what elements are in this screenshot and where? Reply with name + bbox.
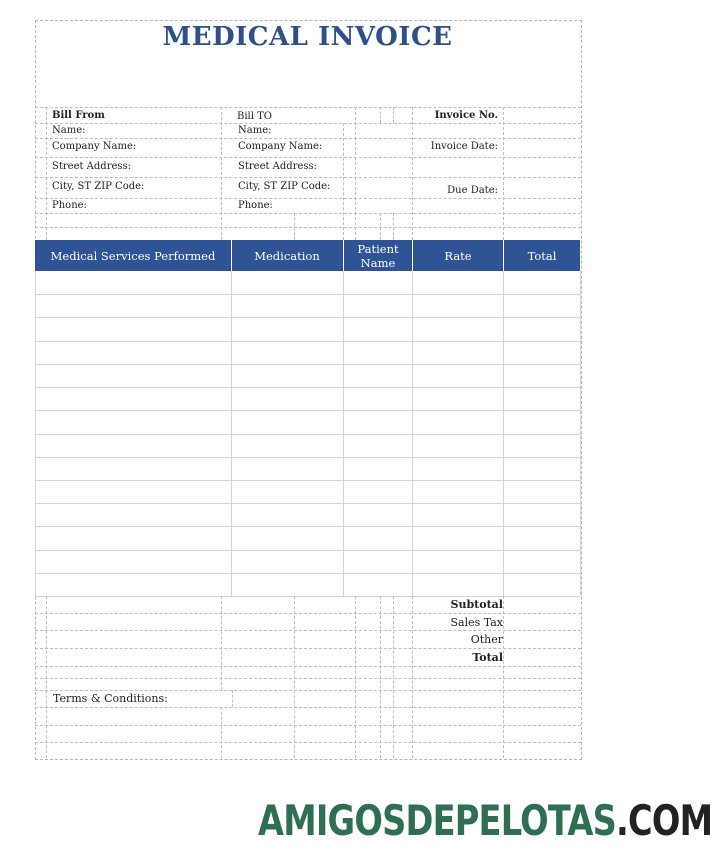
bill-from-heading: Bill From <box>52 110 105 121</box>
table-row[interactable] <box>35 410 580 433</box>
col-header-patient-name: Patient Name <box>357 241 399 270</box>
header-divider <box>412 240 413 271</box>
bill-from-phone-label: Phone: <box>52 200 87 211</box>
invoice-title: MEDICAL INVOICE <box>162 22 453 52</box>
column-divider <box>343 271 344 596</box>
row-divider <box>35 596 580 597</box>
bill-to-heading: Bill TO <box>237 111 272 122</box>
col-header-services: Medical Services Performed <box>50 248 216 263</box>
column-divider <box>412 271 413 596</box>
table-row[interactable] <box>35 457 580 480</box>
table-row[interactable] <box>35 526 580 549</box>
bill-to-city-label: City, ST ZIP Code: <box>238 181 331 192</box>
bill-to-name-label: Name: <box>238 125 272 136</box>
due-date-label: Due Date: <box>447 185 498 196</box>
watermark-brand: AMIGOSDEPELOTAS <box>258 796 616 845</box>
table-row[interactable] <box>35 550 580 573</box>
site-watermark <box>258 796 712 845</box>
column-divider <box>580 271 581 596</box>
subtotal-label: Subtotal <box>450 598 503 611</box>
bill-from-company-label: Company Name: <box>52 141 137 152</box>
table-row[interactable] <box>35 294 580 317</box>
column-divider <box>35 271 36 596</box>
watermark-tld: .COM <box>616 796 712 845</box>
header-divider <box>343 240 344 271</box>
col-header-rate: Rate <box>444 248 472 263</box>
table-row[interactable] <box>35 364 580 387</box>
table-row[interactable] <box>35 317 580 340</box>
bill-from-street-label: Street Address: <box>52 161 132 172</box>
terms-label: Terms & Conditions: <box>53 692 168 705</box>
bill-to-company-label: Company Name: <box>238 141 323 152</box>
bill-from-city-label: City, ST ZIP Code: <box>52 181 145 192</box>
total-label: Total <box>472 651 503 664</box>
table-row[interactable] <box>35 341 580 364</box>
other-label: Other <box>470 633 503 646</box>
table-row[interactable] <box>35 434 580 457</box>
invoice-no-label: Invoice No. <box>434 110 498 121</box>
column-divider <box>503 271 504 596</box>
table-row[interactable] <box>35 573 580 596</box>
table-row[interactable] <box>35 271 580 294</box>
table-row[interactable] <box>35 387 580 410</box>
bill-to-street-label: Street Address: <box>238 161 318 172</box>
table-row[interactable] <box>35 480 580 503</box>
bill-from-name-label: Name: <box>52 125 86 136</box>
sales-tax-label: Sales Tax <box>450 616 503 629</box>
col-header-total: Total <box>527 248 557 263</box>
header-divider <box>503 240 504 271</box>
column-divider <box>231 271 232 596</box>
header-divider <box>231 240 232 271</box>
col-header-medication: Medication <box>254 248 320 263</box>
table-row[interactable] <box>35 503 580 526</box>
header-bottom-line <box>35 107 581 108</box>
invoice-date-label: Invoice Date: <box>430 141 498 152</box>
bill-to-phone-label: Phone: <box>238 200 273 211</box>
